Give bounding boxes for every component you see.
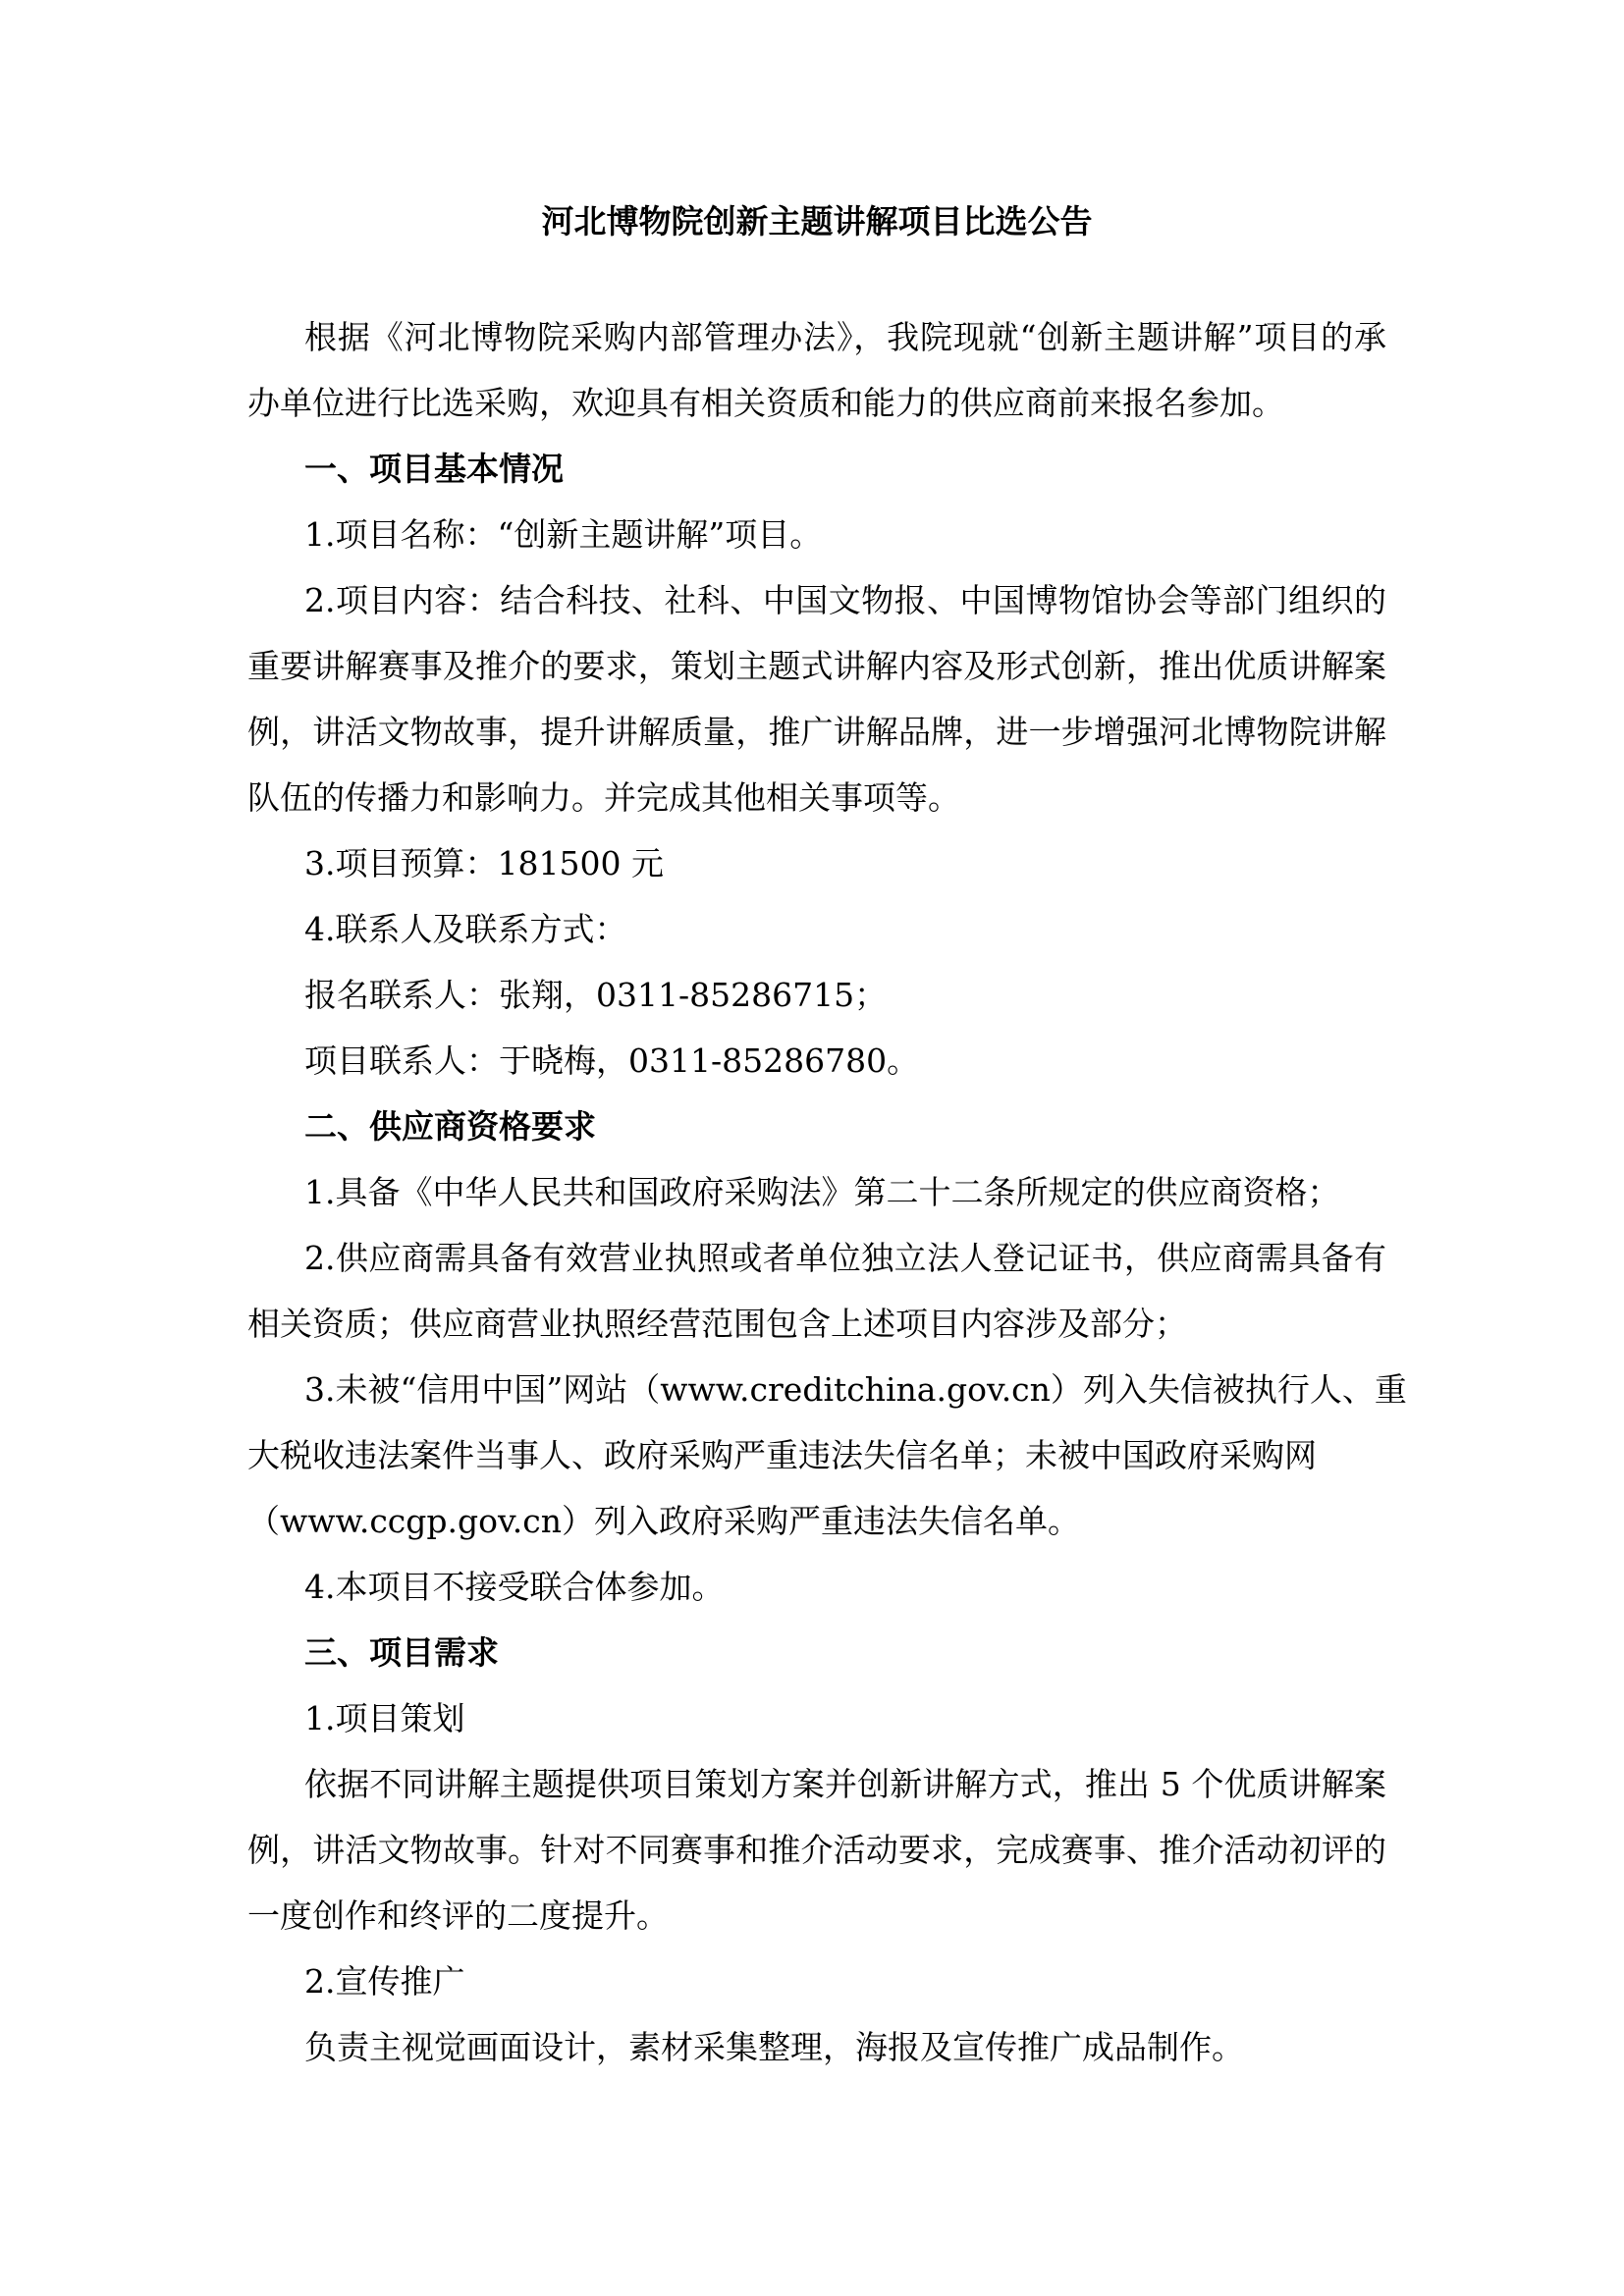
section-2-item-2: 2.供应商需具备有效营业执照或者单位独立法人登记证书，供应商需具备有相关资质；供应商营业执照经营范围包含上述项目内容涉及部分；	[247, 1239, 1386, 1343]
section-3-paragraph-2: 负责主视觉画面设计，素材采集整理，海报及宣传推广成品制作。	[304, 2028, 1244, 2066]
project-contact: 项目联系人：于晓梅，0311-85286780。	[304, 1041, 920, 1080]
section-3-subheading-1: 1.项目策划	[304, 1699, 465, 1737]
section-2-item-3-line-1: 3.未被“信用中国”网站（www.creditchina.gov.cn）列入失信被执行人、重	[304, 1370, 1407, 1409]
document-title: 河北博物院创新主题讲解项目比选公告	[541, 202, 1093, 240]
registration-contact: 报名联系人：张翔，0311-85286715；	[304, 976, 888, 1014]
section-2-item-4: 4.本项目不接受联合体参加。	[304, 1568, 725, 1606]
section-2-heading: 二、供应商资格要求	[304, 1107, 596, 1146]
section-1-heading: 一、项目基本情况	[304, 450, 564, 488]
section-2-item-3-line-3: （www.ccgp.gov.cn）列入政府采购严重违法失信名单。	[247, 1502, 1080, 1540]
section-2-item-1: 1.具备《中华人民共和国政府采购法》第二十二条所规定的供应商资格；	[304, 1173, 1340, 1211]
document-page	[247, 0, 1407, 2296]
section-3-heading: 三、项目需求	[304, 1633, 499, 1672]
section-3-paragraph-1: 依据不同讲解主题提供项目策划方案并创新讲解方式，推出 5 个优质讲解案例，讲活文物故事。针对不同赛事和推介活动要求，完成赛事、推介活动初评的一度创作和终评的二度提升。	[247, 1765, 1386, 1935]
intro-paragraph: 根据《河北博物院采购内部管理办法》，我院现就“创新主题讲解”项目的承办单位进行比选采购，欢迎具有相关资质和能力的供应商前来报名参加。	[247, 318, 1386, 422]
section-1-item-2: 2.项目内容：结合科技、社科、中国文物报、中国博物馆协会等部门组织的重要讲解赛事及推介的要求，策划主题式讲解内容及形式创新，推出优质讲解案例，讲活文物故事，提升讲解质量，推广讲解品牌，进一步增强河北博物院讲解队伍的传播力和影响力。并完成其他相关事项等。	[247, 581, 1386, 817]
section-1-item-1: 1.项目名称：“创新主题讲解”项目。	[304, 515, 823, 554]
section-2-item-3-line-2: 大税收违法案件当事人、政府采购严重违法失信名单；未被中国政府采购网	[247, 1436, 1317, 1474]
section-1-item-4: 4.联系人及联系方式：	[304, 910, 627, 948]
section-3-subheading-2: 2.宣传推广	[304, 1962, 465, 2001]
section-1-item-3: 3.项目预算：181500 元	[304, 844, 664, 882]
